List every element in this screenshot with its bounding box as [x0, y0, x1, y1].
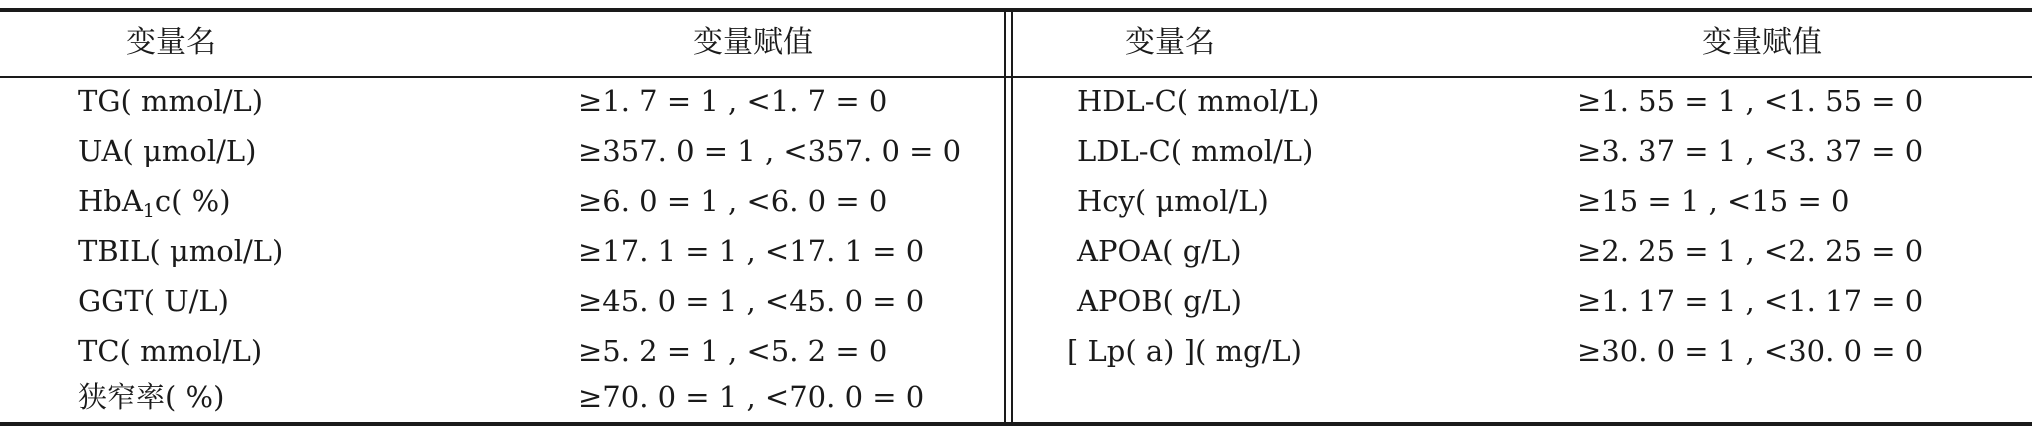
left-row-7-value: ≥70. 0 = 1 , <70. 0 = 0	[578, 380, 925, 414]
left-row-1-name: TG( mmol/L)	[78, 84, 264, 118]
left-row-7-name: 狭窄率( %)	[78, 380, 225, 414]
right-row-4-name: APOA( g/L)	[1077, 234, 1242, 268]
right-row-4-value: ≥2. 25 = 1 , <2. 25 = 0	[1577, 234, 1924, 268]
right-row-5-value: ≥1. 17 = 1 , <1. 17 = 0	[1577, 284, 1924, 318]
right-row-2-value: ≥3. 37 = 1 , <3. 37 = 0	[1577, 134, 1924, 168]
right-row-3-value: ≥15 = 1 , <15 = 0	[1577, 184, 1850, 218]
header-left-variable-name: 变量名	[126, 25, 216, 60]
header-left-variable-value: 变量赋值	[693, 25, 813, 60]
right-row-5-name: APOB( g/L)	[1077, 284, 1242, 318]
column-divider-left	[1004, 10, 1006, 424]
left-row-5-value: ≥45. 0 = 1 , <45. 0 = 0	[578, 284, 925, 318]
left-row-3-name-main: HbA	[78, 184, 143, 218]
table-bottom-rule	[0, 422, 2032, 426]
right-row-1-value: ≥1. 55 = 1 , <1. 55 = 0	[1577, 84, 1924, 118]
table-top-rule	[0, 8, 2032, 12]
left-row-3-name	[78, 176, 231, 226]
column-divider-right	[1011, 10, 1013, 424]
right-row-1-name: HDL-C( mmol/L)	[1077, 84, 1320, 118]
left-row-2-name: UA( μmol/L)	[78, 134, 257, 168]
right-row-2-name: LDL-C( mmol/L)	[1077, 134, 1314, 168]
left-row-6-value: ≥5. 2 = 1 , <5. 2 = 0	[578, 334, 888, 368]
header-right-variable-value: 变量赋值	[1702, 25, 1822, 60]
left-row-5-name: GGT( U/L)	[78, 284, 229, 318]
left-row-1-value: ≥1. 7 = 1 , <1. 7 = 0	[578, 84, 888, 118]
left-row-3-name-subscript: 1	[142, 200, 155, 222]
right-row-3-name: Hcy( μmol/L)	[1077, 184, 1269, 218]
right-row-6-value: ≥30. 0 = 1 , <30. 0 = 0	[1577, 334, 1924, 368]
right-row-6-name: [ Lp( a) ]( mg/L)	[1067, 334, 1302, 368]
header-right-variable-name: 变量名	[1125, 25, 1215, 60]
left-row-6-name: TC( mmol/L)	[78, 334, 263, 368]
left-row-4-value: ≥17. 1 = 1 , <17. 1 = 0	[578, 234, 925, 268]
left-row-2-value: ≥357. 0 = 1 , <357. 0 = 0	[578, 134, 962, 168]
left-row-4-name: TBIL( μmol/L)	[78, 234, 284, 268]
left-row-3-value: ≥6. 0 = 1 , <6. 0 = 0	[578, 184, 888, 218]
left-row-3-name-tail: c( %)	[154, 184, 231, 218]
